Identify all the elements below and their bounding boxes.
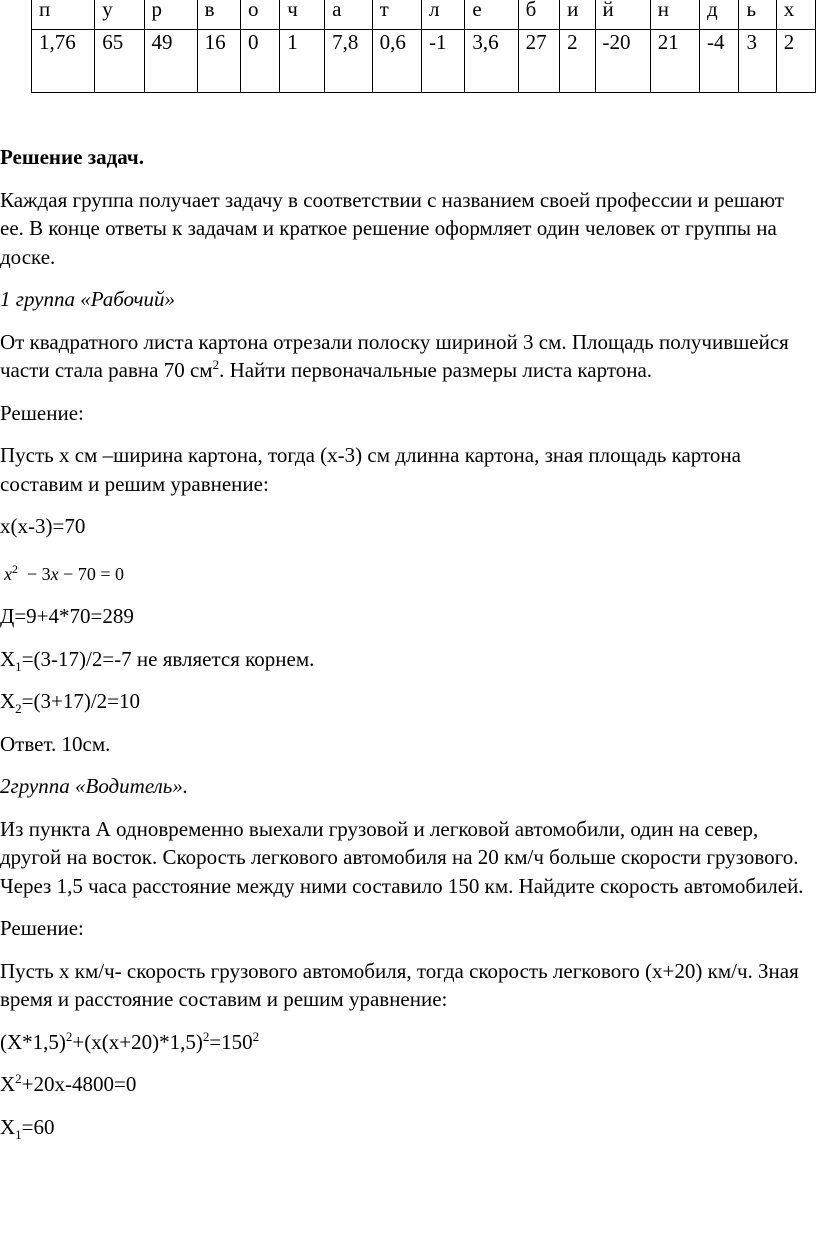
group2-task: Из пункта А одновременно выехали грузовой и легковой автомобили, один на север, другой на восток. Скорость легкового автомобиля на 20 км/ч больше скорости грузового. Через 1,5 часа расстояние между ними составило 150 км. Найдите скорость автомобилей. [0, 816, 804, 898]
group2-title: 2группа «Водитель». [0, 774, 189, 798]
eq1-power-1: 2 [65, 1028, 73, 1044]
quadratic-formula [0, 555, 816, 589]
eq1-part-b: +(х(х+20)*1,5) [72, 1029, 203, 1054]
table-row-values [32, 30, 816, 93]
group1-answer: Ответ. 10см. [0, 731, 111, 756]
table-cell-letter: о [241, 0, 280, 30]
table-cell-letter: в [197, 0, 240, 30]
root1-subscript: 1 [15, 658, 22, 674]
group2-solution-label: Решение: [0, 916, 84, 940]
group1-title: 1 группа «Рабочий» [0, 287, 176, 311]
table-cell-value: 0 [241, 30, 280, 93]
formula-coefficient: 3 [41, 563, 51, 584]
group2-root1-variable: Х [0, 1114, 16, 1139]
document-body [0, 143, 816, 1155]
group2-root1-value: =60 [21, 1114, 55, 1139]
table-cell-value: 1,76 [32, 30, 95, 93]
eq2-variable: Х [0, 1072, 16, 1096]
table-cell-value: -20 [595, 30, 650, 93]
formula-variable: x [4, 563, 12, 584]
table-cell-letter: а [325, 0, 372, 30]
table-cell-letter: п [32, 0, 95, 30]
group2-equation-2 [0, 1070, 816, 1099]
eq1-power-3: 2 [252, 1028, 260, 1044]
eq1-power-2: 2 [202, 1028, 210, 1044]
cipher-table [31, 0, 816, 93]
table-cell-letter: д [699, 0, 738, 30]
table-cell-letter: р [144, 0, 197, 30]
group1-discriminant: Д=9+4*70=289 [0, 604, 134, 628]
table-cell-value: 0,6 [372, 30, 421, 93]
group1-equation: х(х-3)=70 [0, 514, 86, 538]
group1-solution-text: Пусть х см –ширина картона, тогда (х-3) см длинна картона, зная площадь картона составим и решим уравнение: [0, 443, 741, 496]
table-cell-letter: н [650, 0, 699, 30]
intro-paragraph: Каждая группа получает задачу в соответствии с названием своей профессии и решают ее. В конце ответы к задачам и краткое решение оформляет один человек от группы на доске. [0, 187, 784, 269]
group1-task [0, 328, 812, 385]
group2-equation-1 [0, 1028, 816, 1057]
section-heading: Решение задач. [0, 145, 145, 169]
table-cell-value: 7,8 [325, 30, 372, 93]
formula-zero: 0 [114, 563, 124, 584]
eq2-rest: +20х-4800=0 [21, 1072, 137, 1096]
table-cell-value: -1 [422, 30, 465, 93]
table-cell-value: -4 [699, 30, 738, 93]
table-cell-letter: т [372, 0, 421, 30]
formula-variable-2: x [50, 563, 59, 584]
table-cell-value: 1 [280, 30, 325, 93]
group1-task-text: От квадратного листа картона отрезали полоску шириной 3 см. Площадь получившейся части стала равна 70 см [0, 329, 789, 382]
group1-task-text-end: . Найти первоначальные размеры листа картона. [219, 358, 653, 382]
group2-root1 [0, 1113, 816, 1142]
table-cell-value: 65 [95, 30, 144, 93]
root1-value: =(3-17)/2=-7 не является корнем. [21, 646, 315, 671]
table-cell-value: 16 [197, 30, 240, 93]
formula-minus-2: − [63, 563, 74, 584]
formula-constant: 70 [77, 563, 96, 584]
table-cell-letter: у [95, 0, 144, 30]
formula-minus: − [27, 563, 38, 584]
table-cell-value: 49 [144, 30, 197, 93]
eq1-part-c: =150 [209, 1029, 253, 1054]
eq1-part-a: (Х*1,5) [0, 1029, 66, 1054]
root2-subscript: 2 [15, 701, 22, 717]
table-row-letters [32, 0, 816, 30]
table-cell-value: 21 [650, 30, 699, 93]
table-cell-letter: х [776, 0, 815, 30]
table-cell-value: 3,6 [465, 30, 518, 93]
table-cell-letter: б [518, 0, 560, 30]
table-cell-value: 27 [518, 30, 560, 93]
root1-variable: Х [0, 646, 16, 671]
formula-equals: = [100, 563, 111, 584]
group2-root1-subscript: 1 [15, 1126, 22, 1142]
table-cell-value: 2 [776, 30, 815, 93]
root2-value: =(3+17)/2=10 [21, 689, 141, 713]
table-cell-value: 3 [739, 30, 776, 93]
eq2-power: 2 [15, 1071, 22, 1086]
group1-root2 [0, 687, 816, 716]
table-cell-letter: ь [739, 0, 776, 30]
table-cell-letter: и [560, 0, 595, 30]
table-cell-letter: л [422, 0, 465, 30]
group1-task-superscript: 2 [212, 357, 220, 372]
group1-root1 [0, 645, 816, 674]
group1-solution-label: Решение: [0, 400, 84, 425]
table-cell-value: 2 [560, 30, 595, 93]
table-cell-letter: й [595, 0, 650, 30]
formula-power: 2 [12, 561, 18, 576]
table-cell-letter: е [465, 0, 518, 30]
group2-solution-text: Пусть х км/ч- скорость грузового автомобиля, тогда скорость легкового (х+20) км/ч. Зная время и расстояние составим и решим уравнение: [0, 958, 799, 1011]
root2-variable: Х [0, 689, 16, 713]
table-cell-letter: ч [280, 0, 325, 30]
